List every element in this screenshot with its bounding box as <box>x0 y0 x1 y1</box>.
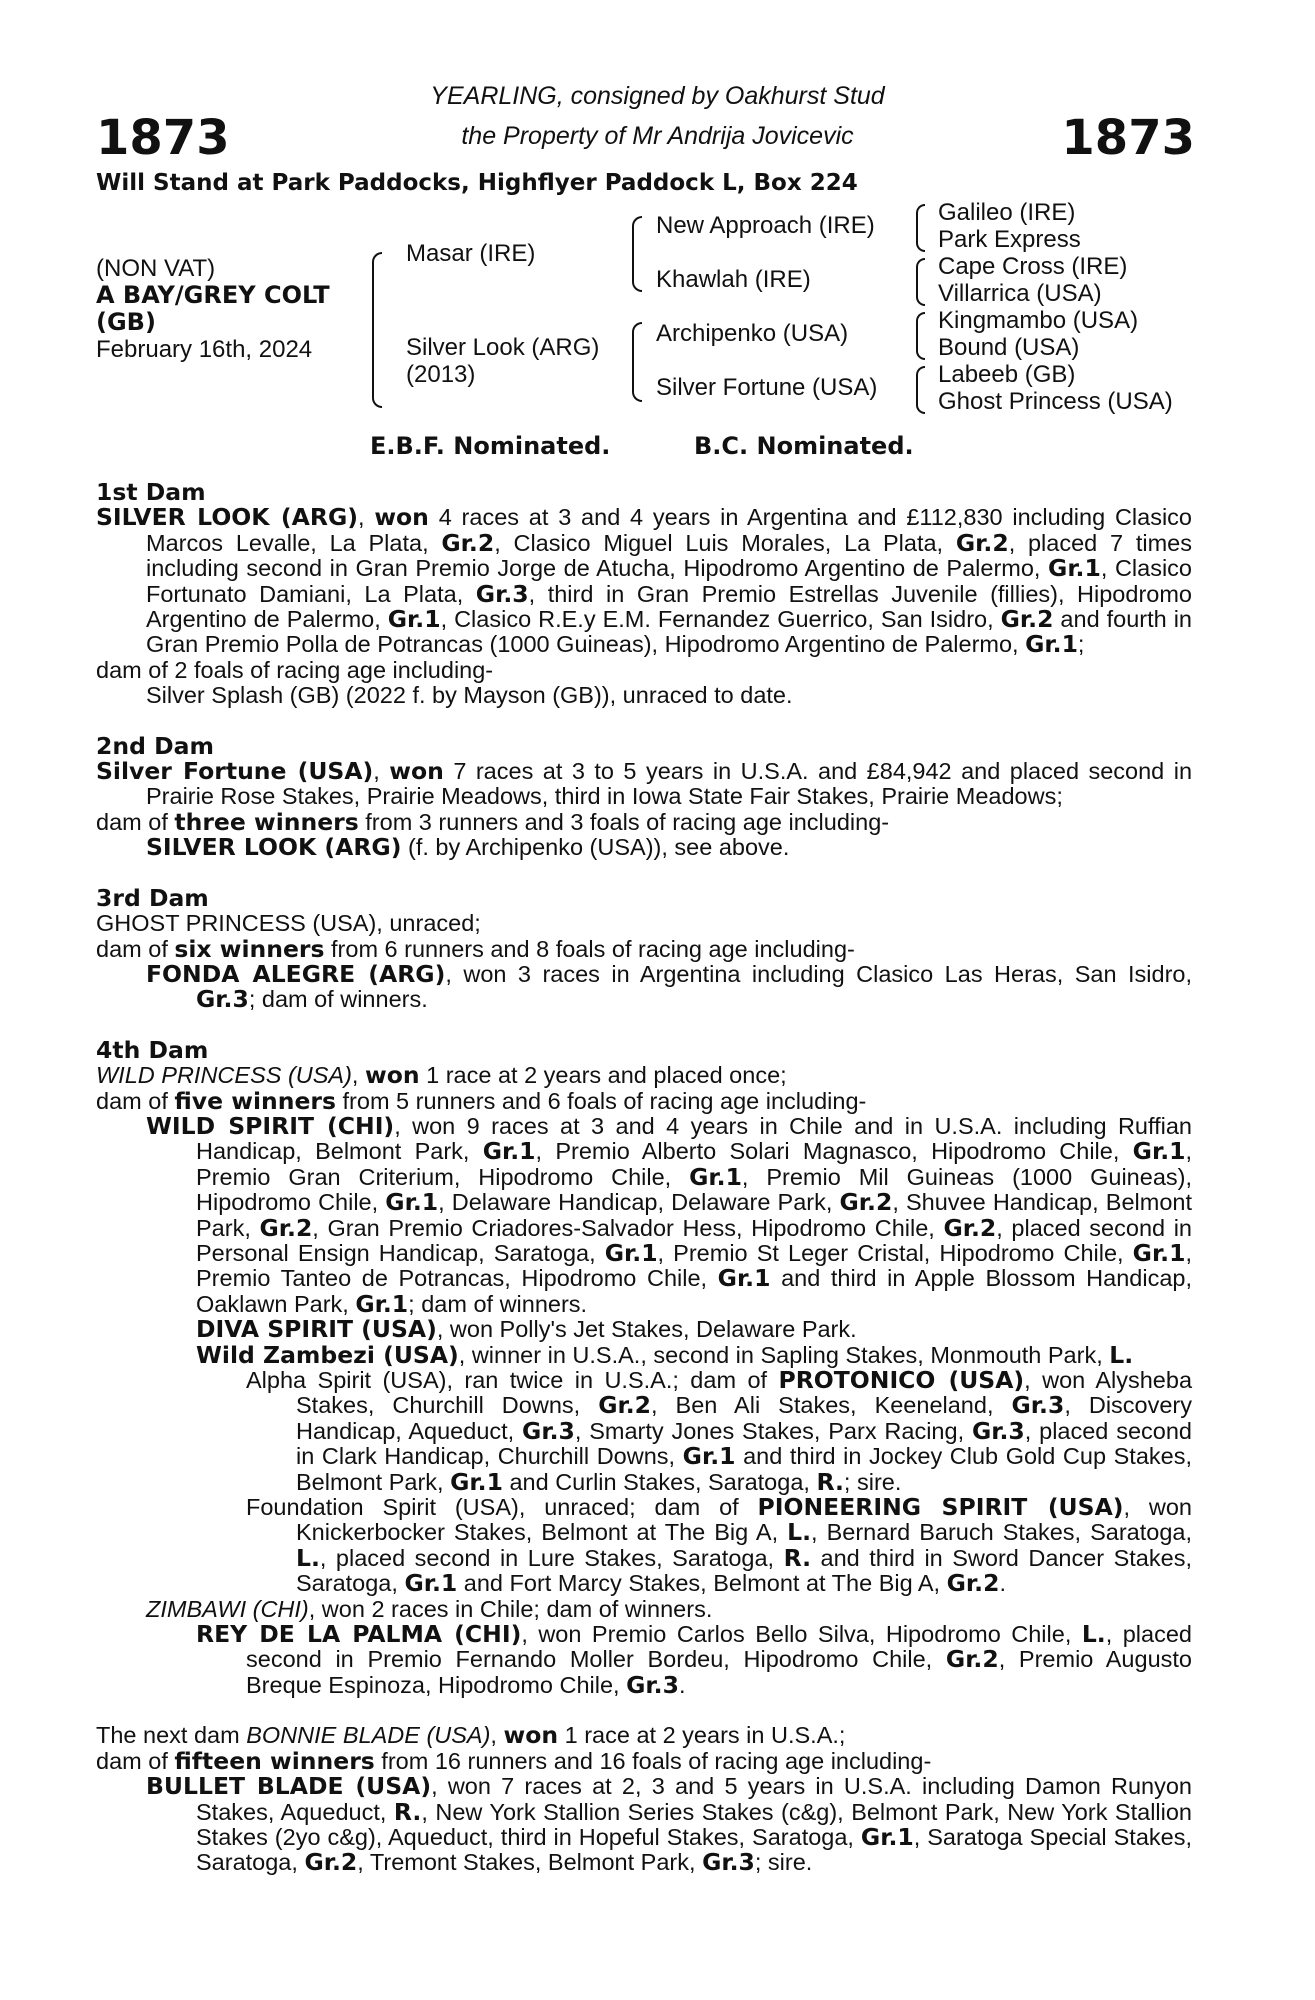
grade: Gr.2 <box>955 528 1009 557</box>
horse-name: A BAY/GREY COLT <box>96 281 330 309</box>
second-dam-name: Silver Fortune (USA) <box>96 757 374 786</box>
text: , Clasico R.E.y E.M. Fernandez Guerrico, San Isidro, <box>440 606 1001 633</box>
text: 4 races at 3 and 4 years in Argentina and £112,830 including Clasico Marcos Levalle, La Plata, <box>146 504 1192 556</box>
text: and Curlin Stakes, Saratoga, <box>502 1468 817 1495</box>
text: , Clasico Miguel Luis Morales, La Plata, <box>494 529 956 556</box>
text: , placed second in Lure Stakes, Saratoga, <box>319 1544 784 1571</box>
text: , Gran Premio Criadores-Salvador Hess, Hipodromo Chile, <box>312 1214 944 1241</box>
text: , <box>351 1062 365 1089</box>
grade: Gr.3 <box>475 579 529 608</box>
text: ; sire. <box>843 1468 902 1495</box>
won-label: won <box>503 1721 559 1750</box>
text: Alpha Spirit (USA), ran twice in U.S.A.; dam of <box>246 1367 779 1393</box>
foal-name: ZIMBAWI (CHI) <box>146 1595 309 1622</box>
pedigree-sire-sire: New Approach (IRE) <box>656 212 875 239</box>
winners-count: three winners <box>174 807 359 836</box>
text: , won 3 races in Argentina including Clasico Las Heras, San Isidro, <box>445 960 1192 987</box>
first-dam-record: SILVER LOOK (ARG), won 4 races at 3 and 4 years in Argentina and £112,830 including Clasico Marcos Levalle, La Plata, Gr.2, Clasico Miguel Luis Morales, La Plata, Gr.2, placed 7 times including second in Gran Premio Jorge de Atucha, Hipodromo Argentino de Palermo, Gr.1, Clasico Fortunato Damiani, La Plata, Gr.3, third in Gran Premio Estrellas Juvenile (fillies), Hipodromo Argentino de Palermo, Gr.1, Clasico R.E.y E.M. Fernandez Guerrico, San Isidro, Gr.2 and fourth in Gran Premio Polla de Potrancas (1000 Guineas), Hipodromo Argentino de Palermo, Gr.1; <box>96 503 1193 659</box>
grade: Gr.1 <box>385 1188 439 1217</box>
text: , Bernard Baruch Stakes, Saratoga, <box>811 1519 1192 1546</box>
grade: Gr.1 <box>387 605 441 634</box>
foaling-date: February 16th, 2024 <box>96 336 313 363</box>
lot-number-left: 1873 <box>96 110 230 166</box>
text: , Premio St Leger Cristal, Hipodromo Chile, <box>657 1239 1133 1266</box>
grade: Gr.2 <box>259 1213 313 1242</box>
pedigree-sire: Masar (IRE) <box>406 240 536 267</box>
text: ; dam of winners. <box>408 1290 588 1317</box>
rey-de-la-palma-entry <box>96 1622 1192 1698</box>
grade: Gr.2 <box>441 528 495 557</box>
pedigree-brace-dd <box>916 366 925 414</box>
next-dam-name: BONNIE BLADE (USA) <box>246 1722 491 1749</box>
winners-count: six winners <box>174 934 325 963</box>
text: , won Knickerbocker Stakes, Belmont at The Big A, <box>296 1494 1192 1546</box>
grade: Gr.1 <box>604 1238 658 1267</box>
grade: Gr.1 <box>1025 630 1078 659</box>
first-dam-section <box>96 480 1192 709</box>
grade: Gr.1 <box>689 1162 742 1191</box>
pedigree-dam: Silver Look (ARG) <box>406 334 600 361</box>
grade: Gr.2 <box>839 1188 893 1217</box>
grade: R. <box>816 1467 844 1496</box>
pedigree-sire-dam: Khawlah (IRE) <box>656 266 811 293</box>
pedigree-dsd: Bound (USA) <box>938 334 1080 361</box>
text: ; sire. <box>754 1849 813 1876</box>
text: ; <box>1077 631 1085 658</box>
text: , won 7 races at 2, 3 and 5 years in U.S.A. including Damon Runyon Stakes, Aqueduct, <box>196 1773 1192 1825</box>
foal-name: PROTONICO (USA) <box>778 1366 1025 1394</box>
pedigree-brace-ss <box>916 204 925 252</box>
pedigree-dam-sire: Archipenko (USA) <box>656 320 849 347</box>
grade: Gr.2 <box>946 1569 1000 1598</box>
fourth-dam-heading: 4th Dam <box>96 1035 209 1064</box>
text: , Smarty Jones Stakes, Parx Racing, <box>574 1417 972 1444</box>
text: and third in Sword Dancer Stakes, Saratoga, <box>296 1544 1192 1597</box>
text: 1 race at 2 years and placed once; <box>419 1062 787 1089</box>
text: , <box>490 1722 504 1749</box>
grade: Gr.3 <box>522 1416 575 1445</box>
pedigree-dss: Kingmambo (USA) <box>938 307 1139 334</box>
grade: Gr.1 <box>450 1467 503 1496</box>
won-label: won <box>364 1061 420 1090</box>
second-dam-heading: 2nd Dam <box>96 731 214 760</box>
grade: R. <box>393 1797 422 1826</box>
grade: Gr.1 <box>404 1569 458 1598</box>
text: , won 2 races in Chile; dam of winners. <box>308 1595 713 1622</box>
second-dam-section <box>96 731 1193 862</box>
wild-zambezi-entry <box>96 1340 1192 1369</box>
grade: L. <box>296 1543 320 1572</box>
fourth-dam-record <box>96 1063 1192 1088</box>
text: and third in Apple Blossom Handicap, Oaklawn Park, <box>196 1265 1192 1317</box>
pedigree-brace-main <box>372 252 382 408</box>
diva-spirit-entry <box>96 1317 1192 1342</box>
text: 7 races at 3 to 5 years in U.S.A. and £84,942 and placed second in Prairie Rose Stakes, Prairie Meadows, third in Iowa State Fair Stakes, Prairie Meadows; <box>146 758 1193 810</box>
won-label: won <box>374 503 429 532</box>
first-dam-heading: 1st Dam <box>96 478 206 506</box>
grade: Gr.1 <box>682 1442 736 1471</box>
grade: Gr.1 <box>1132 1137 1186 1166</box>
text: and fourth in Gran Premio Polla de Potrancas (1000 Guineas), Hipodromo Argentino de Palermo, <box>146 606 1192 658</box>
text: , won 9 races at 3 and 4 years in Chile and in U.S.A. including Ruffian Handicap, Belmont Park, <box>196 1112 1192 1165</box>
foal-name: PIONEERING SPIRIT (USA) <box>757 1493 1124 1522</box>
grade: Gr.2 <box>304 1848 358 1877</box>
foal-name: WILD SPIRIT (CHI) <box>146 1111 395 1140</box>
text: , Premio Tanteo de Potrancas, Hipodromo Chile, <box>196 1239 1192 1292</box>
text: from 6 runners and 8 foals of racing age including- <box>324 935 855 962</box>
third-dam-produce <box>96 934 1192 963</box>
vat-status: (NON VAT) <box>96 255 216 282</box>
text: dam of <box>96 1747 175 1774</box>
pedigree-brace-dam <box>632 322 642 402</box>
text: . <box>678 1671 686 1698</box>
fourth-dam-section <box>96 1035 1193 1699</box>
text: , Delaware Handicap, Delaware Park, <box>438 1189 840 1216</box>
grade: Gr.1 <box>1132 1238 1186 1267</box>
grade: Gr.1 <box>717 1264 771 1293</box>
grade: L. <box>1081 1620 1106 1649</box>
bc-nominated: B.C. Nominated. <box>694 432 914 460</box>
grade: Gr.2 <box>945 1645 999 1674</box>
next-dam-record <box>96 1723 1192 1748</box>
pedigree-dam-dam: Silver Fortune (USA) <box>656 374 878 401</box>
foal-name: REY DE LA PALMA (CHI) <box>196 1620 522 1649</box>
text: , placed second in Clark Handicap, Churchill Downs, <box>296 1417 1192 1470</box>
next-dam-produce <box>96 1746 1192 1775</box>
first-dam-produce: dam of 2 foals of racing age including- <box>96 656 494 683</box>
grade: Gr.3 <box>1011 1391 1065 1420</box>
grade: L. <box>787 1518 812 1547</box>
text: . <box>999 1570 1006 1597</box>
text: , Premio Alberto Solari Magnasco, Hipodromo Chile, <box>535 1138 1133 1165</box>
pedigree-ssd: Park Express <box>938 226 1081 253</box>
text: and Fort Marcy Stakes, Belmont at The Big A, <box>457 1570 947 1597</box>
text: , Premio Gran Criterium, Hipodromo Chile, <box>196 1138 1193 1190</box>
text: , Tremont Stakes, Belmont Park, <box>357 1849 703 1876</box>
foundation-spirit-entry <box>96 1495 1192 1597</box>
zimbawi-entry <box>96 1597 1192 1622</box>
grade: Gr.3 <box>702 1848 755 1877</box>
ebf-nominated: E.B.F. Nominated. <box>370 432 611 460</box>
grade: Gr.1 <box>355 1289 409 1318</box>
text: , Shuvee Handicap, Belmont Park, <box>196 1189 1192 1241</box>
foal-name: FONDA ALEGRE (ARG) <box>146 959 446 988</box>
text: , Premio Augusto Breque Espinoza, Hipodromo Chile, <box>246 1646 1192 1698</box>
bullet-blade-entry <box>96 1774 1192 1876</box>
text: dam of <box>96 935 175 962</box>
text: (f. by Archipenko (USA)), see above. <box>401 834 790 861</box>
grade: L. <box>1109 1340 1134 1369</box>
alpha-spirit-entry <box>96 1368 1192 1495</box>
foal-name: BULLET BLADE (USA) <box>146 1772 432 1801</box>
wild-spirit-entry <box>96 1111 1193 1318</box>
text: and third in Jockey Club Gold Cup Stakes, Belmont Park, <box>296 1443 1192 1495</box>
lot-number-right: 1873 <box>1061 110 1195 166</box>
pedigree-brace-sd <box>916 258 925 306</box>
pedigree-ddd: Ghost Princess (USA) <box>938 388 1173 415</box>
text: , won Alysheba Stakes, Churchill Downs, <box>296 1367 1193 1419</box>
grade: Gr.3 <box>196 985 249 1014</box>
grade: R. <box>783 1543 812 1572</box>
second-dam-produce <box>96 807 1192 836</box>
grade: Gr.1 <box>482 1137 536 1166</box>
text: , winner in U.S.A., second in Sapling Stakes, Monmouth Park, <box>458 1341 1110 1368</box>
winners-count: five winners <box>174 1086 336 1115</box>
fourth-dam-name: WILD PRINCESS (USA) <box>96 1062 352 1089</box>
text: Foundation Spirit (USA), unraced; dam of <box>246 1494 758 1521</box>
pedigree-sds: Cape Cross (IRE) <box>938 253 1128 280</box>
text: , won Polly's Jet Stakes, Delaware Park. <box>436 1316 857 1343</box>
grade: Gr.1 <box>1048 554 1101 583</box>
grade: Gr.1 <box>860 1822 914 1851</box>
horse-description <box>96 255 330 363</box>
catalogue-body <box>96 480 1192 1901</box>
text: , Discovery Handicap, Aqueduct, <box>296 1392 1193 1444</box>
third-dam-record: GHOST PRINCESS (USA), unraced; <box>96 910 481 937</box>
grade: Gr.2 <box>1000 605 1054 634</box>
second-dam-record: Silver Fortune (USA), won 7 races at 3 to 5 years in U.S.A. and £84,942 and placed second in Prairie Rose Stakes, Prairie Meadows, third in Iowa State Fair Stakes, Prairie Meadows; <box>96 757 1193 810</box>
text: from 16 runners and 16 foals of racing age including- <box>374 1747 932 1774</box>
text: , Saratoga Special Stakes, Saratoga, <box>196 1823 1192 1876</box>
text: 1 race at 2 years in U.S.A.; <box>558 1722 846 1749</box>
text: , placed 7 times including second in Gran Premio Jorge de Atucha, Hipodromo Argentino de Palermo, <box>146 529 1193 582</box>
consignor-line: YEARLING, consigned by Oakhurst Stud <box>430 82 885 110</box>
text: , Clasico Fortunato Damiani, La Plata, <box>146 555 1192 607</box>
foal-name: SILVER LOOK (ARG) <box>146 833 402 862</box>
text: , placed second in Personal Ensign Handicap, Saratoga, <box>196 1214 1192 1266</box>
foal-name: DIVA SPIRIT (USA) <box>196 1315 437 1344</box>
text: , Premio Mil Guineas (1000 Guineas), Hipodromo Chile, <box>196 1163 1192 1216</box>
text: , placed second in Premio Fernando Moller Bordeu, Hipodromo Chile, <box>246 1621 1192 1673</box>
property-line: the Property of Mr Andrija Jovicevic <box>461 122 854 150</box>
foal-name: Wild Zambezi (USA) <box>196 1340 459 1369</box>
pedigree-sss: Galileo (IRE) <box>938 199 1076 226</box>
grade: Gr.2 <box>598 1391 651 1420</box>
stand-location: Will Stand at Park Paddocks, Highflyer Paddock L, Box 224 <box>96 170 858 196</box>
text: , third in Gran Premio Estrellas Juvenile (fillies), Hipodromo Argentino de Palermo, <box>146 580 1192 633</box>
pedigree-sdd: Villarrica (USA) <box>938 280 1102 307</box>
horse-country: (GB) <box>96 308 156 336</box>
grade: Gr.3 <box>626 1670 679 1699</box>
pedigree-dds: Labeeb (GB) <box>938 361 1076 388</box>
third-dam-foal <box>96 959 1192 1014</box>
grade: Gr.2 <box>943 1213 997 1242</box>
next-dam-section <box>96 1723 1192 1875</box>
text: The next dam <box>96 1722 247 1749</box>
grade: Gr.3 <box>971 1416 1025 1445</box>
won-label: won <box>389 757 444 786</box>
third-dam-section <box>96 883 1192 1014</box>
text: , won Premio Carlos Bello Silva, Hipodromo Chile, <box>521 1621 1082 1648</box>
text: from 3 runners and 3 foals of racing age including- <box>358 808 890 835</box>
first-dam-name: SILVER LOOK (ARG) <box>96 503 358 532</box>
text: dam of <box>96 1087 175 1114</box>
pedigree-brace-sire <box>632 216 642 292</box>
text: dam of <box>96 808 175 835</box>
third-dam-heading: 3rd Dam <box>96 883 209 912</box>
text: , New York Stallion Series Stakes (c&g), Belmont Park, New York Stallion Stakes (2yo c&g), Aqueduct, third in Hopeful Stakes, Saratoga, <box>196 1798 1192 1850</box>
second-dam-foal <box>96 835 1192 860</box>
pedigree-brace-ds <box>916 312 925 360</box>
text: ; dam of winners. <box>248 986 428 1013</box>
winners-count: fifteen winners <box>174 1746 375 1775</box>
first-dam-foal: Silver Splash (GB) (2022 f. by Mayson (GB)), unraced to date. <box>146 682 793 709</box>
text: from 5 runners and 6 foals of racing age including- <box>335 1087 867 1114</box>
pedigree-dam-year: (2013) <box>406 361 476 388</box>
fourth-dam-produce <box>96 1086 1192 1115</box>
text: , Ben Ali Stakes, Keeneland, <box>651 1392 1012 1419</box>
